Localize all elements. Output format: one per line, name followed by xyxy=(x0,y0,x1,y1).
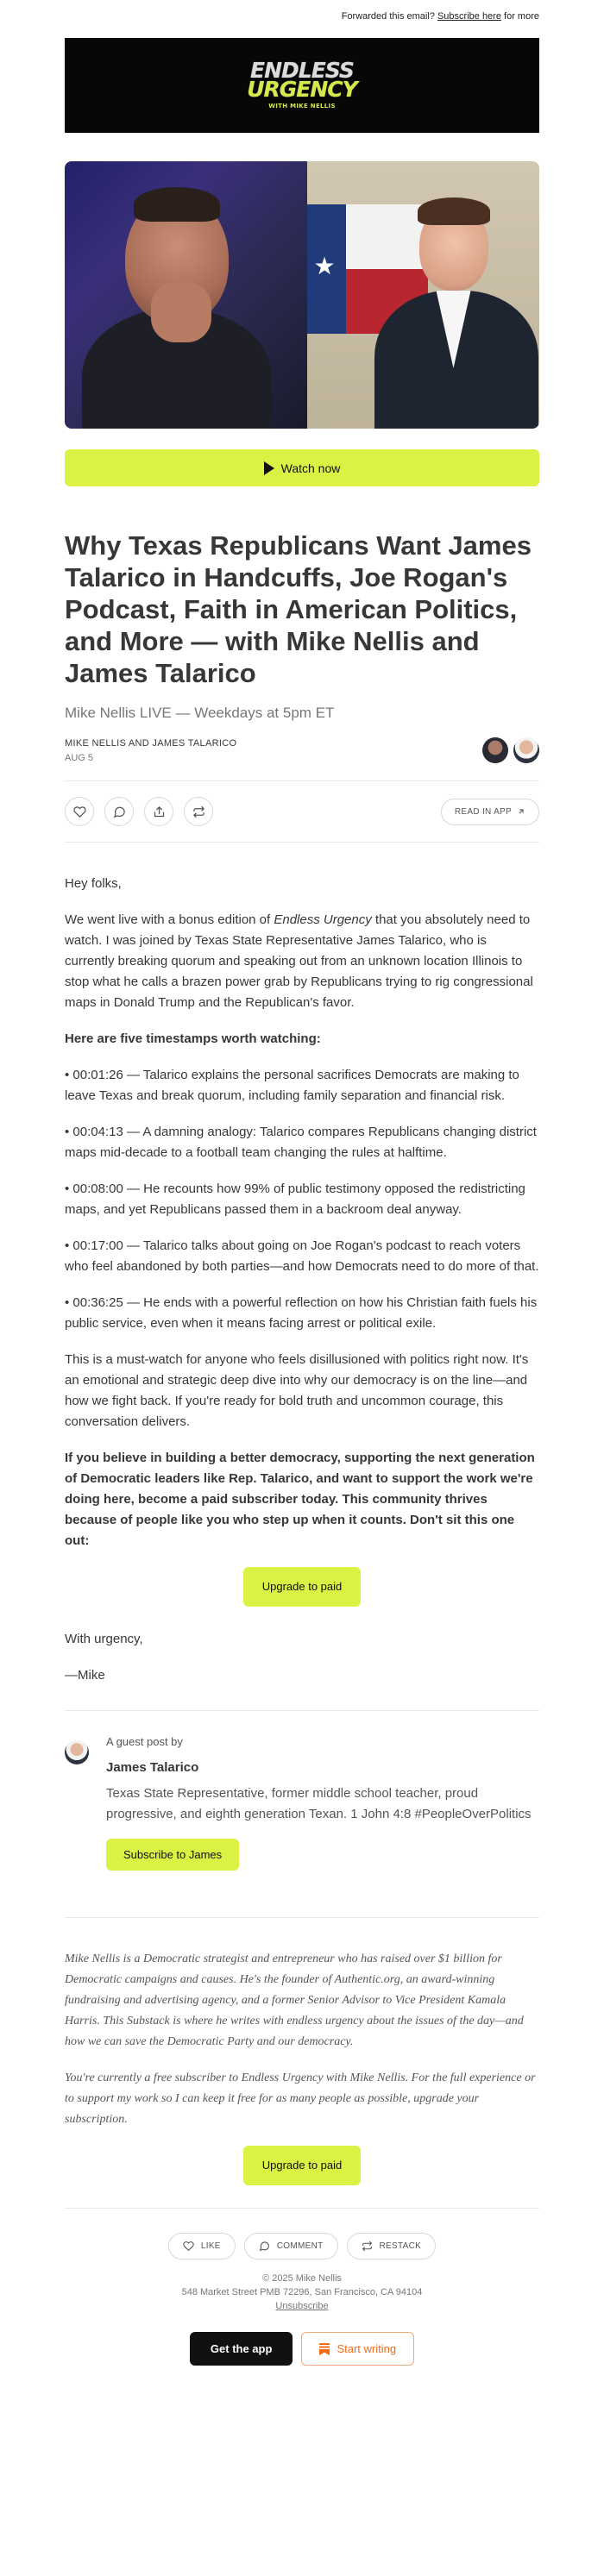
post-actions-bar xyxy=(65,780,539,843)
mailing-address: 548 Market Street PMB 72296, San Francisco, CA 94104 xyxy=(181,2287,423,2297)
author-avatars xyxy=(482,737,539,763)
footer-cta-row xyxy=(65,2332,539,2366)
arrow-up-right-icon xyxy=(517,807,525,816)
post-date: AUG 5 xyxy=(65,752,94,763)
forward-suffix: for more xyxy=(504,11,539,22)
comment-button[interactable] xyxy=(104,797,134,826)
restack-label: RESTACK xyxy=(379,2241,422,2251)
upgrade-to-paid-button[interactable]: Upgrade to paid xyxy=(243,1567,362,1607)
signature: —Mike xyxy=(65,1668,105,1683)
play-icon xyxy=(264,461,274,475)
heart-icon xyxy=(183,2241,194,2252)
timestamp-item: • 00:08:00 — He recounts how 99% of public testimony opposed the redistricting maps, and yet Republicans passed them in a backroom deal anyway. xyxy=(65,1181,525,1217)
legal-footer xyxy=(65,2272,539,2313)
avatar[interactable] xyxy=(482,737,508,763)
about-paragraph: Mike Nellis is a Democratic strategist and entrepreneur who has raised over $1 billion for Democratic campaigns and causes. He's the founder of Authentic.org, an award-winning fundraising and advertising agency, and a former Senior Advisor to Vice President Kamala Harris. This Substack is where he writes with endless urgency about the issues of the day—and how we can save the Democratic Party and our democracy. xyxy=(65,1952,524,2048)
heart-icon xyxy=(73,805,86,818)
forward-note xyxy=(65,0,539,38)
video-thumbnail[interactable] xyxy=(65,161,539,429)
like-button[interactable] xyxy=(65,797,94,826)
timestamp-item: • 00:36:25 — He ends with a powerful reflection on how his Christian faith fuels his public service, even when it means facing arrest or political exile. xyxy=(65,1295,538,1331)
intro-paragraph: We went live with a bonus edition of Endless Urgency that you absolutely need to watch. I was joined by Texas State Representative James Talarico, who is currently breaking quorum and speaking out from an unknown location Illinois to stop what he calls a brazen power grab by Republicans trying to rig congressional maps in Donald Trump and the Republican's favor. xyxy=(65,912,533,1010)
post-body xyxy=(65,874,539,1686)
host-video-panel xyxy=(65,161,307,429)
footer-restack-button[interactable] xyxy=(347,2233,437,2259)
guest-name[interactable]: James Talarico xyxy=(106,1760,199,1775)
restack-icon xyxy=(192,805,205,818)
guest-post-card xyxy=(65,1710,539,1871)
like-label: LIKE xyxy=(200,2241,221,2251)
must-watch-paragraph: This is a must-watch for anyone who feels disillusioned with politics right now. It's an emotional and strategic deep dive into why our democracy is on the line—and how we fight back. If you're ready for bold truth and uncommon courage, this conversation delivers. xyxy=(65,1352,529,1429)
restack-icon xyxy=(362,2241,373,2252)
restack-button[interactable] xyxy=(184,797,213,826)
read-in-app-button[interactable] xyxy=(441,799,539,825)
post-subtitle: Mike Nellis LIVE — Weekdays at 5pm ET xyxy=(65,705,335,721)
avatar[interactable] xyxy=(65,1740,89,1764)
watch-now-button[interactable] xyxy=(65,449,539,486)
email-container xyxy=(65,0,539,2366)
subscribe-here-link[interactable]: Subscribe here xyxy=(437,11,501,22)
read-in-app-label: READ IN APP xyxy=(454,806,512,817)
footer-actions xyxy=(65,2208,539,2259)
share-button[interactable] xyxy=(144,797,173,826)
timestamp-item: • 00:04:13 — A damning analogy: Talarico compares Republicans changing district maps mid-decade to a football team changing the rules at halftime. xyxy=(65,1125,537,1160)
unsubscribe-link[interactable]: Unsubscribe xyxy=(275,2301,329,2311)
post-authors[interactable]: MIKE NELLIS AND JAMES TALARICO xyxy=(65,737,237,749)
greeting: Hey folks, xyxy=(65,876,122,891)
footer-comment-button[interactable] xyxy=(244,2233,338,2259)
upgrade-to-paid-button-footer[interactable]: Upgrade to paid xyxy=(243,2146,362,2185)
forward-text: Forwarded this email? xyxy=(341,11,435,22)
get-the-app-button[interactable]: Get the app xyxy=(190,2332,293,2366)
appeal-paragraph: If you believe in building a better democracy, supporting the next generation of Democratic leaders like Rep. Talarico, and want to support the work we're doing here, become a paid subscriber today. This community thrives because of people like you who step up when it counts. Don't sit this one out: xyxy=(65,1451,535,1548)
banner-line-2: URGENCY xyxy=(247,77,357,102)
avatar[interactable] xyxy=(513,737,539,763)
timestamp-item: • 00:17:00 — Talarico talks about going on Joe Rogan's podcast to reach voters who feel abandoned by both parties—and how Democrats need to do more of that. xyxy=(65,1238,539,1274)
banner-line-1: ENDLESS xyxy=(250,58,354,83)
timestamp-item: • 00:01:26 — Talarico explains the personal sacrifices Democrats are making to leave Texas and break quorum, including family separation and financial risk. xyxy=(65,1068,519,1103)
footer-like-button[interactable] xyxy=(168,2233,236,2259)
subscribe-to-guest-button[interactable]: Subscribe to James xyxy=(106,1839,239,1871)
guest-video-panel xyxy=(307,161,540,429)
comment-icon xyxy=(113,805,126,818)
banner-line-3: WITH MIKE NELLIS xyxy=(268,103,336,110)
timestamps-heading: Here are five timestamps worth watching: xyxy=(65,1031,321,1046)
share-icon xyxy=(153,805,166,818)
free-subscriber-note: You're currently a free subscriber to Endless Urgency with Mike Nellis. For the full experience or to support my work so I can keep it free for as many people as possible, upgrade your subscription. xyxy=(65,2071,536,2126)
start-writing-label: Start writing xyxy=(337,2342,397,2355)
post-title[interactable]: Why Texas Republicans Want James Talarico in Handcuffs, Joe Rogan's Podcast, Faith in American Politics, and More — with Mike Nellis and James Talarico xyxy=(65,530,532,688)
watch-now-label: Watch now xyxy=(280,461,341,475)
post-meta xyxy=(65,737,539,763)
comment-label: COMMENT xyxy=(276,2241,324,2251)
guest-post-label: A guest post by xyxy=(106,1735,183,1748)
signoff: With urgency, xyxy=(65,1632,143,1646)
footer-about xyxy=(65,1917,539,2185)
start-writing-button[interactable] xyxy=(301,2332,414,2366)
substack-logo-icon xyxy=(319,2343,330,2355)
guest-bio: Texas State Representative, former middle school teacher, proud progressive, and eighth generation Texan. 1 John 4:8 #PeopleOverPolitics xyxy=(106,1786,532,1821)
texas-flag-image: ★ xyxy=(307,204,428,334)
comment-icon xyxy=(259,2241,270,2252)
copyright: © 2025 Mike Nellis xyxy=(262,2273,342,2284)
publication-banner[interactable] xyxy=(65,38,539,133)
